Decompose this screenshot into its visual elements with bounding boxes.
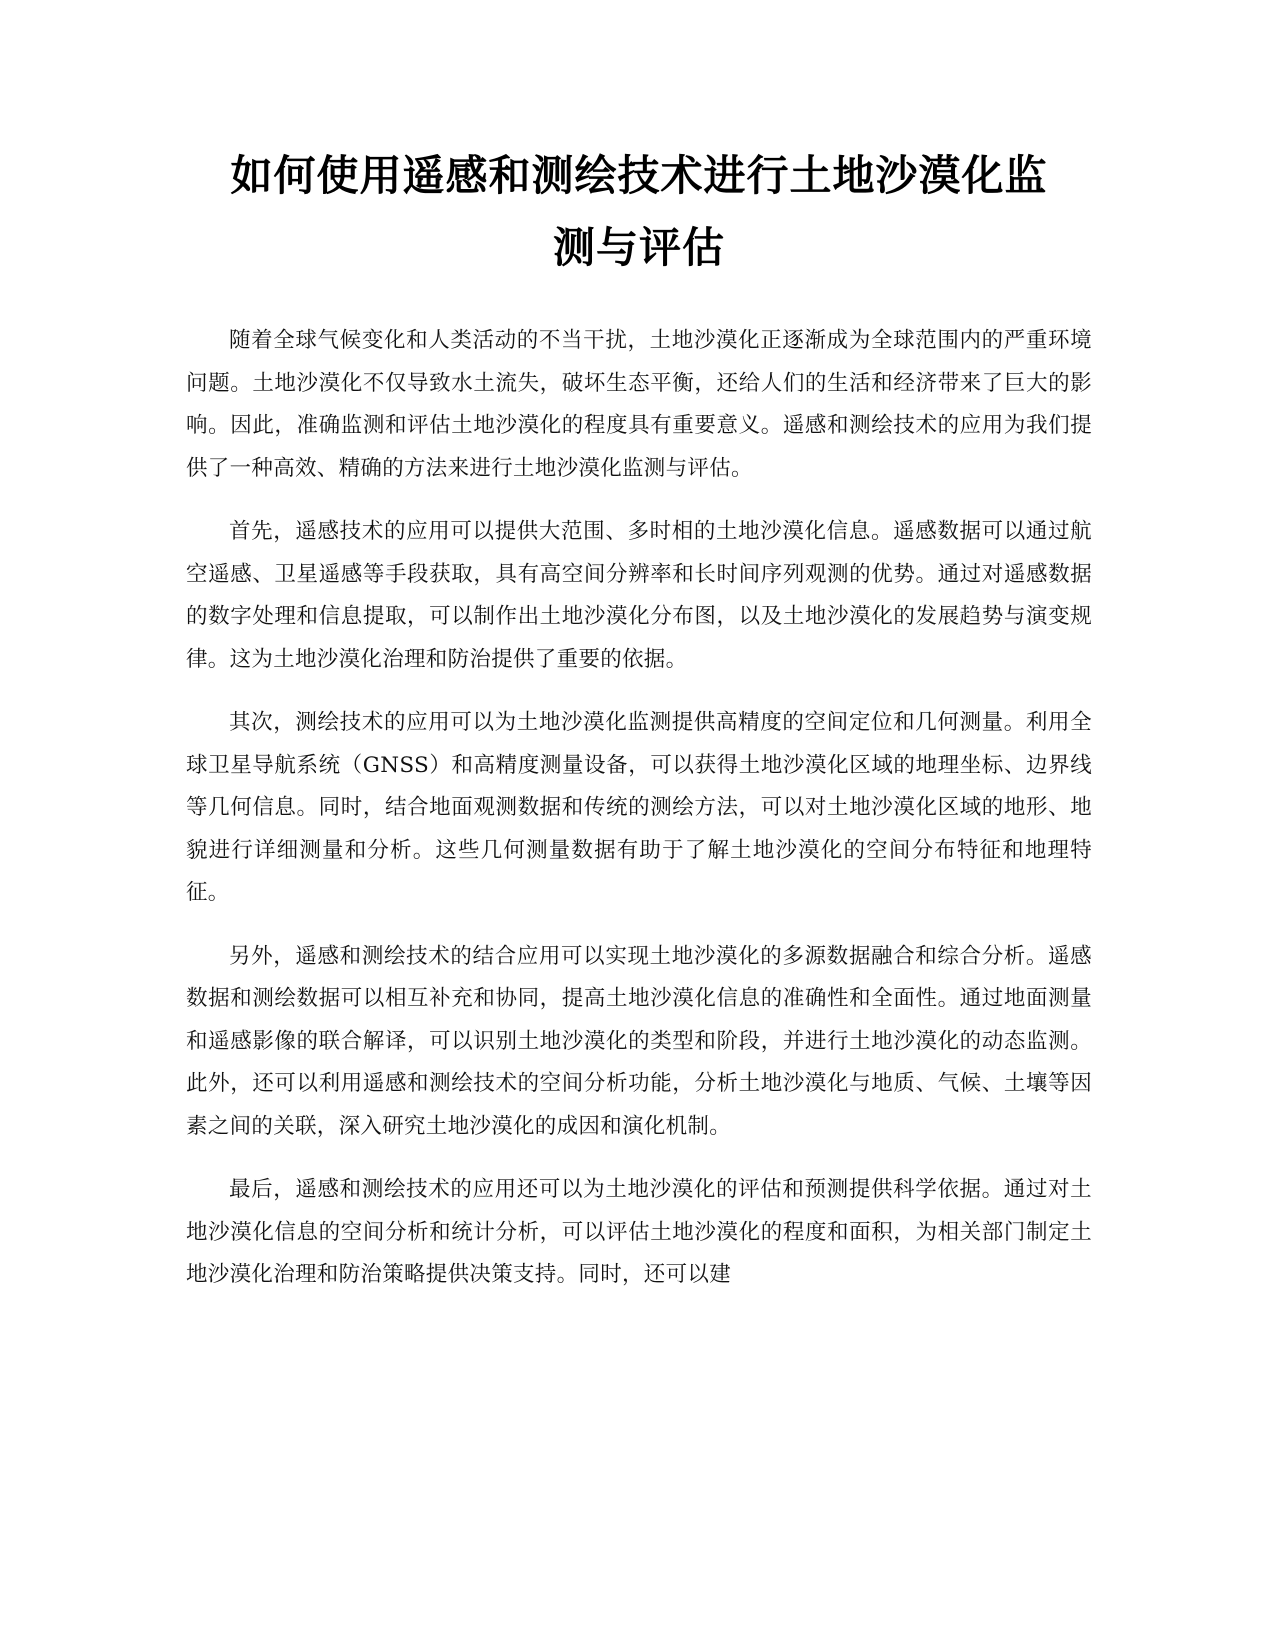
paragraph-integration: 另外，遥感和测绘技术的结合应用可以实现土地沙漠化的多源数据融合和综合分析。遥感数据和测绘数据可以相互补充和协同，提高土地沙漠化信息的准确性和全面性。通过地面测量和遥感影像的联合解译，可以识别土地沙漠化的类型和阶段，并进行土地沙漠化的动态监测。此外，还可以利用遥感和测绘技术的空间分析功能，分析土地沙漠化与地质、气候、土壤等因素之间的关联，深入研究土地沙漠化的成因和演化机制。 <box>186 943 1092 1139</box>
title-line-1: 如何使用遥感和测绘技术进行土地沙漠化监 <box>230 151 1048 200</box>
paragraph-intro: 随着全球气候变化和人类活动的不当干扰，土地沙漠化正逐渐成为全球范围内的严重环境问题。土地沙漠化不仅导致水土流失，破坏生态平衡，还给人们的生活和经济带来了巨大的影响。因此，准确监测和评估土地沙漠化的程度具有重要意义。遥感和测绘技术的应用为我们提供了一种高效、精确的方法来进行土地沙漠化监测与评估。 <box>186 328 1092 481</box>
paragraph-remote-sensing: 首先，遥感技术的应用可以提供大范围、多时相的土地沙漠化信息。遥感数据可以通过航空遥感、卫星遥感等手段获取，具有高空间分辨率和长时间序列观测的优势。通过对遥感数据的数字处理和信息提取，可以制作出土地沙漠化分布图，以及土地沙漠化的发展趋势与演变规律。这为土地沙漠化治理和防治提供了重要的依据。 <box>186 519 1092 672</box>
document-body <box>186 320 1092 1297</box>
paragraph-assessment: 最后，遥感和测绘技术的应用还可以为土地沙漠化的评估和预测提供科学依据。通过对土地沙漠化信息的空间分析和统计分析，可以评估土地沙漠化的程度和面积，为相关部门制定土地沙漠化治理和防治策略提供决策支持。同时，还可以建 <box>186 1177 1092 1287</box>
document-page <box>186 140 1092 1318</box>
title-line-2: 测与评估 <box>552 223 725 272</box>
paragraph-surveying: 其次，测绘技术的应用可以为土地沙漠化监测提供高精度的空间定位和几何测量。利用全球卫星导航系统（GNSS）和高精度测量设备，可以获得土地沙漠化区域的地理坐标、边界线等几何信息。同时，结合地面观测数据和传统的测绘方法，可以对土地沙漠化区域的地形、地貌进行详细测量和分析。这些几何测量数据有助于了解土地沙漠化的空间分布特征和地理特征。 <box>186 710 1092 905</box>
document-title <box>186 140 1092 284</box>
